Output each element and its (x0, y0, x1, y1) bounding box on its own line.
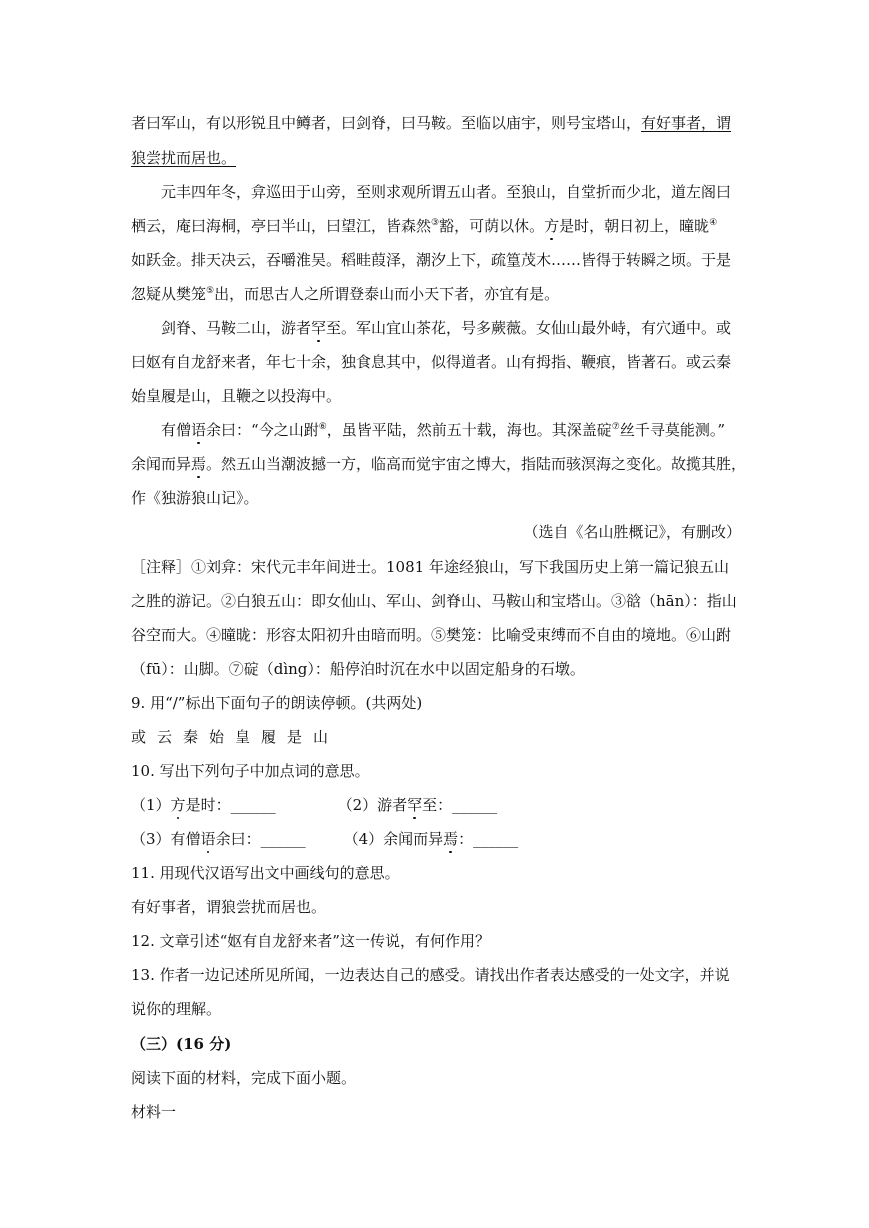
subquestion-label: （2）游者 (337, 796, 408, 814)
passage-text: ，虽皆平陆，然前五十载，海也。其深盖碇 (326, 421, 612, 439)
question-11: 11. 用现代汉语写出文中画线句的意思。 (131, 864, 400, 882)
passage-text: 是时，朝日初上，曈昽 (559, 217, 710, 235)
passage-text: 余曰：“今之山跗 (206, 421, 319, 439)
passage-line (131, 113, 741, 133)
passage-text: 。然五山当潮波撼一方，临高而觉宇宙之博大，指陆而骇溟海之变化。故揽其胜， (206, 455, 747, 473)
passage-text: 有僧 (161, 421, 192, 439)
underlined-sentence: 狼尝扰而居也。 (131, 149, 237, 167)
material-label: 材料一 (131, 1103, 177, 1121)
passage-line (131, 284, 741, 304)
subquestion-label: （1） (131, 796, 171, 814)
dotted-word: 焉 (443, 830, 459, 848)
question-9: 9. 用“/”标出下面句子的朗读停顿。(共两处) (131, 694, 423, 712)
passage-line (131, 386, 741, 406)
passage-text: 豁，可荫以休。 (439, 217, 545, 235)
notes-line: 之胜的游记。②白狼五山：即女仙山、军山、剑脊山、马鞍山和宝塔山。③谽（hān）：指山 (131, 592, 737, 610)
subquestion-label: （4）余闻而异 (343, 830, 444, 848)
passage-line (161, 420, 741, 440)
passage-text: 巡田于山旁，至则求观所谓五山者。至狼山，自堂折而少北，道左阁曰 (266, 183, 732, 201)
footnote-marker: ⑦ (611, 422, 620, 432)
passage-text: 如跃金。排天决云，吞嚼淮吴。稻畦葭泽，潮汐上下，疏篁茂木……皆得于转瞬之顷。于是 (131, 251, 732, 269)
passage-text: 栖云，庵曰海桐，亭曰半山，曰望江，皆森然 (131, 217, 432, 235)
footnote-marker: ⑤ (206, 286, 215, 296)
dotted-word: 焉 (191, 455, 207, 473)
question-10-row-2 (131, 829, 741, 849)
section-instruction: 阅读下面的材料，完成下面小题。 (131, 1069, 357, 1087)
answer-blank[interactable]: 是时：______ (185, 796, 276, 814)
subquestion-label: （3）有僧 (131, 830, 201, 848)
answer-blank[interactable]: ：______ (458, 830, 519, 848)
passage-line (131, 148, 741, 168)
passage-text: 剑脊、马鞍二山，游者 (161, 319, 312, 337)
question-9-sentence: 或云秦始皇履是山 (131, 728, 340, 746)
question-12: 12. 文章引述“妪有自龙舒来者”这一传说，有何作用？ (131, 932, 490, 950)
passage-text: 丝千寻莫能测。” (619, 421, 726, 439)
dotted-word: 语 (200, 830, 216, 848)
question-10-row-1 (131, 795, 741, 815)
notes-line: （fū）：山脚。⑦碇（dìng）：船停泊时沉在水中以固定船身的石墩。 (131, 660, 585, 678)
passage-line (131, 488, 741, 508)
footnote-marker: ④ (709, 218, 718, 228)
passage-line (131, 352, 741, 372)
author-name: 弇 (251, 183, 267, 201)
section-heading: （三）(16 分) (131, 1035, 232, 1053)
passage-line (131, 454, 747, 474)
passage-text: 者曰军山，有以形锐且中鳟者，曰剑脊，曰马鞍。至临以庙宇，则号宝塔山， (131, 114, 642, 132)
dotted-word: 语 (191, 421, 207, 439)
passage-text: 至。军山宜山茶花，号多蕨薇。女仙山最外峙，有穴通中。或 (326, 319, 732, 337)
source-citation: （选自《名山胜概记》，有删改） (523, 523, 741, 541)
passage-text: 出，而思古人之所谓登泰山而小天下者，亦宜有是。 (214, 285, 560, 303)
passage-text: 元丰四年冬， (161, 183, 252, 201)
passage-text: 作《独游狼山记》。 (131, 489, 259, 507)
question-11-sentence: 有好事者，谓狼尝扰而居也。 (131, 898, 327, 916)
footnote-marker: ③ (431, 218, 440, 228)
passage-text: 曰妪有自龙舒来者，年七十余，独食息其中，似得道者。山有拇指、鞭痕，皆著石。或云秦 (131, 353, 732, 371)
question-13: 13. 作者一边记述所见所闻，一边表达自己的感受。请找出作者表达感受的一处文字，并说 (131, 966, 730, 984)
answer-blank[interactable]: 余曰：______ (215, 830, 306, 848)
dotted-word: 罕 (311, 319, 327, 337)
passage-text: 忽疑从樊笼 (131, 285, 207, 303)
notes-line: 谷空而大。④曈昽：形容太阳初升由暗而明。⑤樊笼：比喻受束缚而不自由的境地。⑥山跗 (131, 626, 732, 644)
passage-text: 始皇履是山，且鞭之以投海中。 (131, 387, 342, 405)
notes-line: ［注释］①刘弇：宋代元丰年间进士。1081 年途经狼山，写下我国历史上第一篇记狼五山 (131, 558, 729, 576)
passage-line (161, 318, 741, 338)
passage-line (131, 216, 741, 236)
answer-blank[interactable]: 至：______ (422, 796, 498, 814)
passage-line (161, 182, 741, 202)
passage-line (131, 250, 741, 270)
dotted-word: 方 (170, 796, 186, 814)
underlined-sentence: 有好事者，谓 (641, 114, 732, 132)
dotted-word: 方 (544, 217, 560, 235)
question-10: 10. 写出下列句子中加点词的意思。 (131, 762, 370, 780)
question-13-cont: 说你的理解。 (131, 1000, 222, 1018)
dotted-word: 罕 (407, 796, 423, 814)
passage-text: 余闻而异 (131, 455, 192, 473)
footnote-marker: ⑥ (318, 422, 327, 432)
